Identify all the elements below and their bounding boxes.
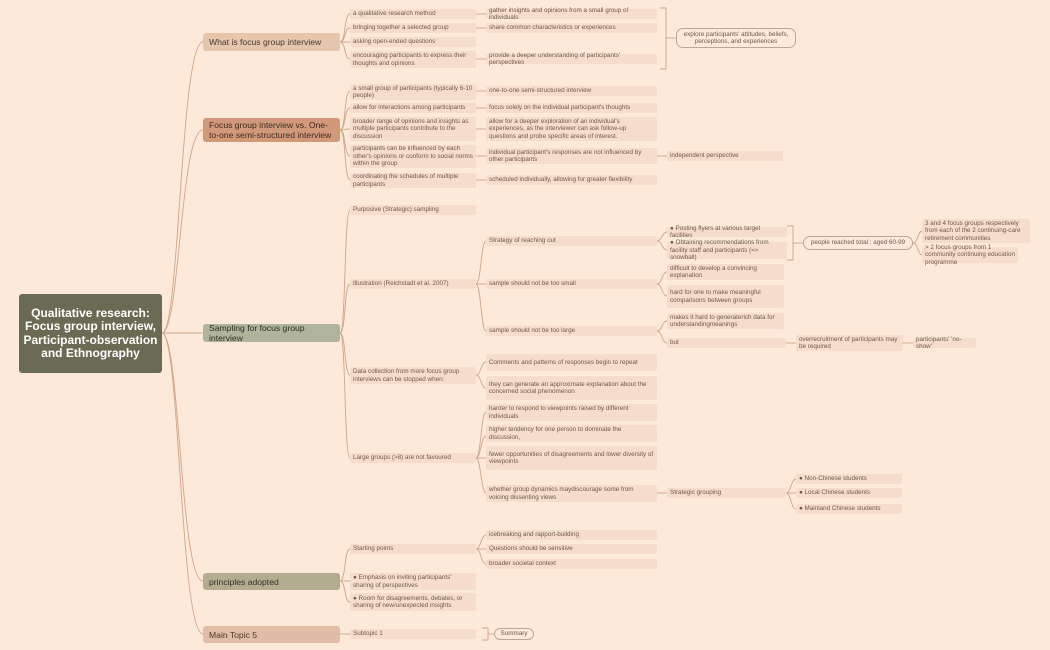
t3-large-groups[interactable]: Large groups (>8) are not favoured (350, 453, 476, 463)
t3-small[interactable]: sample should not be too small (486, 279, 657, 289)
t1-detail-4[interactable]: provide a deeper understanding of participants' perspectives (486, 54, 657, 64)
t3-strategy[interactable]: Strategy of reaching out (486, 236, 657, 246)
topic-principles-adopted[interactable]: principles adopted (203, 573, 340, 590)
topic-sampling[interactable]: Sampling for focus group interview (203, 324, 340, 342)
t3-stop[interactable]: Data collection from more focus group interviews can be stopped when: (350, 367, 476, 384)
t2-detail-1[interactable]: one-to-one semi-structured interview (486, 86, 657, 96)
t3-small-2[interactable]: hard for one to make meaningful comparisons between groups (667, 285, 784, 308)
t1-item-2[interactable]: bringing together a selected group (350, 23, 476, 33)
t3-group-mainland-chinese[interactable]: ● Mainland Chinese students (796, 504, 902, 514)
t3-but[interactable]: but (667, 338, 786, 348)
t3-stop-2[interactable]: they can generate an approximate explanation about the concerned social phenomenon (486, 376, 657, 400)
t2-item-1[interactable]: a small group of participants (typically 6-10 people) (350, 84, 476, 100)
t1-detail-1[interactable]: gather insights and opinions from a small group of individuals (486, 9, 657, 19)
t4-starting-points[interactable]: Starting points (350, 544, 476, 554)
t3-lg-1[interactable]: harder to respond to viewpoints raised by different individuals (486, 404, 657, 421)
t3-lg-3[interactable]: fewer opportunities of disagreements and lower diversity of viewpoints (486, 446, 657, 470)
root-topic[interactable]: Qualitative research: Focus group interview, Participant-observation and Ethnography (19, 294, 162, 373)
t3-large-1[interactable]: makes it hard to generaterich data for understandingmeanings (667, 313, 784, 329)
t2-detail-4-extra[interactable]: independent perspective (667, 151, 783, 161)
t3-purposive[interactable]: Purposive (Strategic) sampling (350, 205, 476, 215)
t5-summary[interactable]: Summary (494, 628, 534, 640)
t3-reached-summary[interactable]: people reached total : aged 60-99 (803, 236, 913, 250)
t2-detail-5[interactable]: scheduled individually, allowing for greater flexibility (486, 175, 657, 185)
t3-group-local-chinese[interactable]: ● Local Chinese students (796, 488, 902, 498)
t4-start-3[interactable]: broader societal context (486, 559, 657, 569)
t3-overrecruitment[interactable]: overrecruitment of participants may be required (796, 335, 903, 351)
t4-principle-1[interactable]: ● Emphasis on inviting participants' sharing of perspectives (350, 573, 476, 590)
t3-no-show[interactable]: participants' 'no-show' (913, 338, 976, 348)
t3-large[interactable]: sample should not be too large (486, 326, 657, 336)
t2-item-4[interactable]: participants can be influenced by each other's opinions or conform to social norms within the group (350, 145, 476, 168)
t2-item-5[interactable]: coordinating the schedules of multiple participants (350, 173, 476, 188)
t3-lg-4[interactable]: whether group dynamics maydiscourage some from voicing dissenting views (486, 485, 657, 502)
t3-groups-1[interactable]: 3 and 4 focus groups respectively from each of the 2 continuing-care retirement communities (922, 219, 1030, 243)
t2-detail-2[interactable]: focus solely on the individual participant's thoughts (486, 103, 657, 113)
t3-illustration[interactable]: Illustration (Reichstadt et al. 2007) (350, 279, 476, 289)
topic-focus-vs-one-to-one[interactable]: Focus group interview vs. One-to-one semi-structured interview (203, 118, 340, 142)
t3-lg-2[interactable]: higher tendency for one person to dominate the discussion, (486, 425, 657, 442)
t3-strategic-grouping[interactable]: Strategic grouping (667, 488, 786, 498)
topic-main-5[interactable]: Main Topic 5 (203, 626, 340, 643)
t2-detail-3[interactable]: allow for a deeper exploration of an individual's experiences, as the interviewer can ask follow-up questions and probe specific areas of interest. (486, 117, 657, 141)
t3-groups-2[interactable]: > 2 focus groups from 1 community continuing education programme (922, 247, 1018, 263)
t2-item-3[interactable]: broader range of opinions and insights as multiple participants contribute to the discussion (350, 117, 476, 141)
topic-what-is-focus-group[interactable]: What is focus group interview (203, 33, 340, 51)
t3-group-non-chinese[interactable]: ● Non-Chinese students (796, 474, 902, 484)
t4-principle-2[interactable]: ● Room for disagreements, debates, or sharing of new/unexpected insights (350, 593, 476, 611)
t5-subtopic-1[interactable]: Subtopic 1 (350, 629, 476, 639)
t1-item-4[interactable]: encouraging participants to express their thoughts and opinions (350, 51, 476, 68)
t3-small-1[interactable]: difficult to develop a convincing explanation (667, 264, 784, 280)
t1-summary[interactable]: explore participants' attitudes, beliefs, perceptions, and experiences (676, 28, 796, 48)
t4-start-2[interactable]: Questions should be sensitive (486, 544, 657, 554)
t1-detail-2[interactable]: share common characteristics or experiences (486, 23, 657, 33)
t2-item-2[interactable]: allow for interactions among participants (350, 103, 476, 113)
t3-flyers[interactable]: ● Posting flyers at various target facilities (667, 227, 787, 237)
t3-recommend[interactable]: ● Obtaining recommendations from facility staff and participants (=> snowball) (667, 242, 787, 259)
t1-item-3[interactable]: asking open-ended questions (350, 37, 476, 47)
t3-stop-1[interactable]: Comments and patterns of responses begin to repeat (486, 354, 657, 371)
t4-start-1[interactable]: icebreaking and rapport-building (486, 530, 657, 540)
t2-detail-4[interactable]: individual participant's responses are not influenced by other participants (486, 148, 657, 164)
t1-item-1[interactable]: a qualitative research method (350, 9, 476, 19)
